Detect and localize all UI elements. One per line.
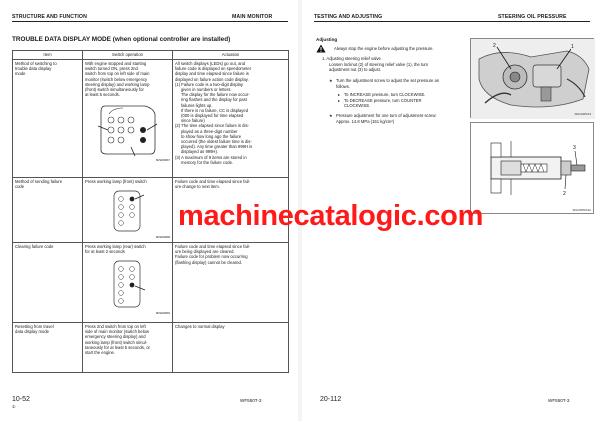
row3-actuation: Failure code and time elapsed since fail- ure being displayed are cleared. Failure code for problem now occurring (flashing display) cannot be cleared. bbox=[173, 243, 289, 323]
column-header-actuation: Actuation bbox=[173, 51, 289, 60]
right-model-number: WF550T-3 bbox=[548, 398, 570, 403]
table-row bbox=[13, 323, 289, 373]
row3-item: Clearing failure code bbox=[13, 243, 83, 323]
warning-text: Always stop the engine before adjusting the pressure. bbox=[334, 46, 434, 51]
row2-item: Method of sending failure code bbox=[13, 178, 83, 243]
svg-text:2: 2 bbox=[493, 43, 496, 49]
step1-line: adjustment nut (3) to adjust. bbox=[329, 67, 381, 72]
left-header-section: STRUCTURE AND FUNCTION bbox=[12, 14, 87, 20]
figure-id-label: SDW00847 bbox=[155, 158, 170, 163]
photo2-label: SDL00P0A3A bbox=[572, 208, 591, 212]
row1-actuation: All switch displays (LEDs) go out, and failure code is displayed on speedometer display and time elapsed since failure is displayed on failure action code display. (1) Failure code is a two-digit display given in numbers or letters. The display for the failure now occur- ring flashes and the display for past failures lights up. If there is no failure, CC is displayed (000 is displayed for time elapsed since failure) (2) The time elapsed since failure is dis- played as a three-digit number to show how long ago the failure occurred (the oldest failure time is dis- played). Any time greater than 999H is displayed as 999H). (3) A maximum of 9 items are stored in memory for the failure code. bbox=[173, 60, 289, 178]
table-row bbox=[13, 243, 289, 323]
right-header-section: TESTING AND ADJUSTING bbox=[314, 14, 383, 20]
bullet-icon: ★ bbox=[329, 78, 333, 83]
row2-switch-operation: Press working lamp (front) switch SDW00848 bbox=[83, 178, 173, 243]
watermark-text: machinecatalogic.com bbox=[178, 200, 484, 232]
pressure-adjustment-value: Approx. 14.8 MPa {151 kg/cm²} bbox=[336, 118, 395, 124]
step1-title: 1. Adjusting steering relief valve bbox=[322, 56, 381, 61]
monitor-switch-panel-figure bbox=[95, 100, 161, 158]
photo1-label: SDL00P0A3 bbox=[574, 112, 591, 116]
bullet1-line: follows. bbox=[336, 83, 350, 89]
arrow-bullet-icon: ▸ bbox=[338, 92, 341, 97]
left-page-number: 10-52 bbox=[12, 396, 30, 403]
row4-item: Resetting from travel data display mode bbox=[13, 323, 83, 373]
row2-actuation: Failure code and time elapsed since fail- ure change to next item. bbox=[173, 178, 289, 243]
figure-id-label: SDW00848 bbox=[155, 235, 170, 240]
working-lamp-rear-switch-figure bbox=[108, 257, 148, 311]
left-header-topic: MAIN MONITOR bbox=[232, 14, 273, 20]
bullet-icon: ★ bbox=[329, 113, 333, 118]
right-header-topic: STEERING OIL PRESSURE bbox=[498, 14, 567, 20]
left-model-number: WF550T-3 bbox=[240, 398, 262, 403]
relief-valve-section-drawing bbox=[470, 122, 594, 214]
working-lamp-front-switch-figure bbox=[108, 187, 148, 235]
warning-icon bbox=[316, 44, 326, 53]
svg-text:1: 1 bbox=[571, 44, 574, 50]
column-header-item: Item bbox=[13, 51, 83, 60]
left-page-revision-mark: ① bbox=[12, 404, 16, 409]
row3-switch-operation: Press working lamp (rear) switch for at least 2 seconds SDW00849 bbox=[83, 243, 173, 323]
table-row bbox=[13, 60, 289, 178]
arrow-bullet-icon: ▸ bbox=[338, 97, 341, 103]
bullet1-line: Turn the adjustment screw to adjust the set pressure as bbox=[336, 78, 439, 83]
step1-line: Loosen locknut (2) of steering relief valve (1), the turn bbox=[329, 61, 429, 67]
row4-actuation: Changes to normal display bbox=[173, 323, 289, 373]
decrease-pressure-text: To DECREASE pressure, turn COUNTER bbox=[344, 97, 422, 103]
row1-switch-operation: With engine stopped and starting switch turned ON, press 2nd switch from top on left side of main monitor (switch below emergency steering display) and working lamp (front) switch simultaneously for at least 5 seconds. SDW00847 bbox=[83, 60, 173, 178]
relief-valve-photo bbox=[470, 38, 594, 118]
svg-text:3: 3 bbox=[573, 145, 576, 151]
figure-id-label: SDW00849 bbox=[155, 311, 170, 316]
decrease-pressure-text-cont: CLOCKWISE. bbox=[344, 103, 371, 108]
row1-item: Method of switching to trouble data display mode bbox=[13, 60, 83, 178]
increase-pressure-text: To INCREASE pressure, turn CLOCKWISE. bbox=[344, 92, 426, 97]
row4-switch-operation: Press 2nd switch from top on left side of main monitor (switch below emergency steering display) and working lamp (front) switch simul- taneously for at least 5 seconds, or start the engine. bbox=[83, 323, 173, 373]
adjusting-title: Adjusting bbox=[316, 37, 338, 42]
right-page-number: 20-112 bbox=[320, 396, 342, 403]
table-header-row bbox=[13, 51, 289, 60]
column-header-switch: Switch operation bbox=[83, 51, 173, 60]
svg-text:2: 2 bbox=[563, 191, 566, 197]
left-header-rule bbox=[12, 21, 288, 22]
pressure-adjustment-text: Pressure adjustment for one turn of adjustment screw: bbox=[336, 113, 437, 118]
right-header-rule bbox=[314, 21, 590, 22]
section-title: TROUBLE DATA DISPLAY MODE (when optional controller are installed) bbox=[12, 36, 231, 43]
